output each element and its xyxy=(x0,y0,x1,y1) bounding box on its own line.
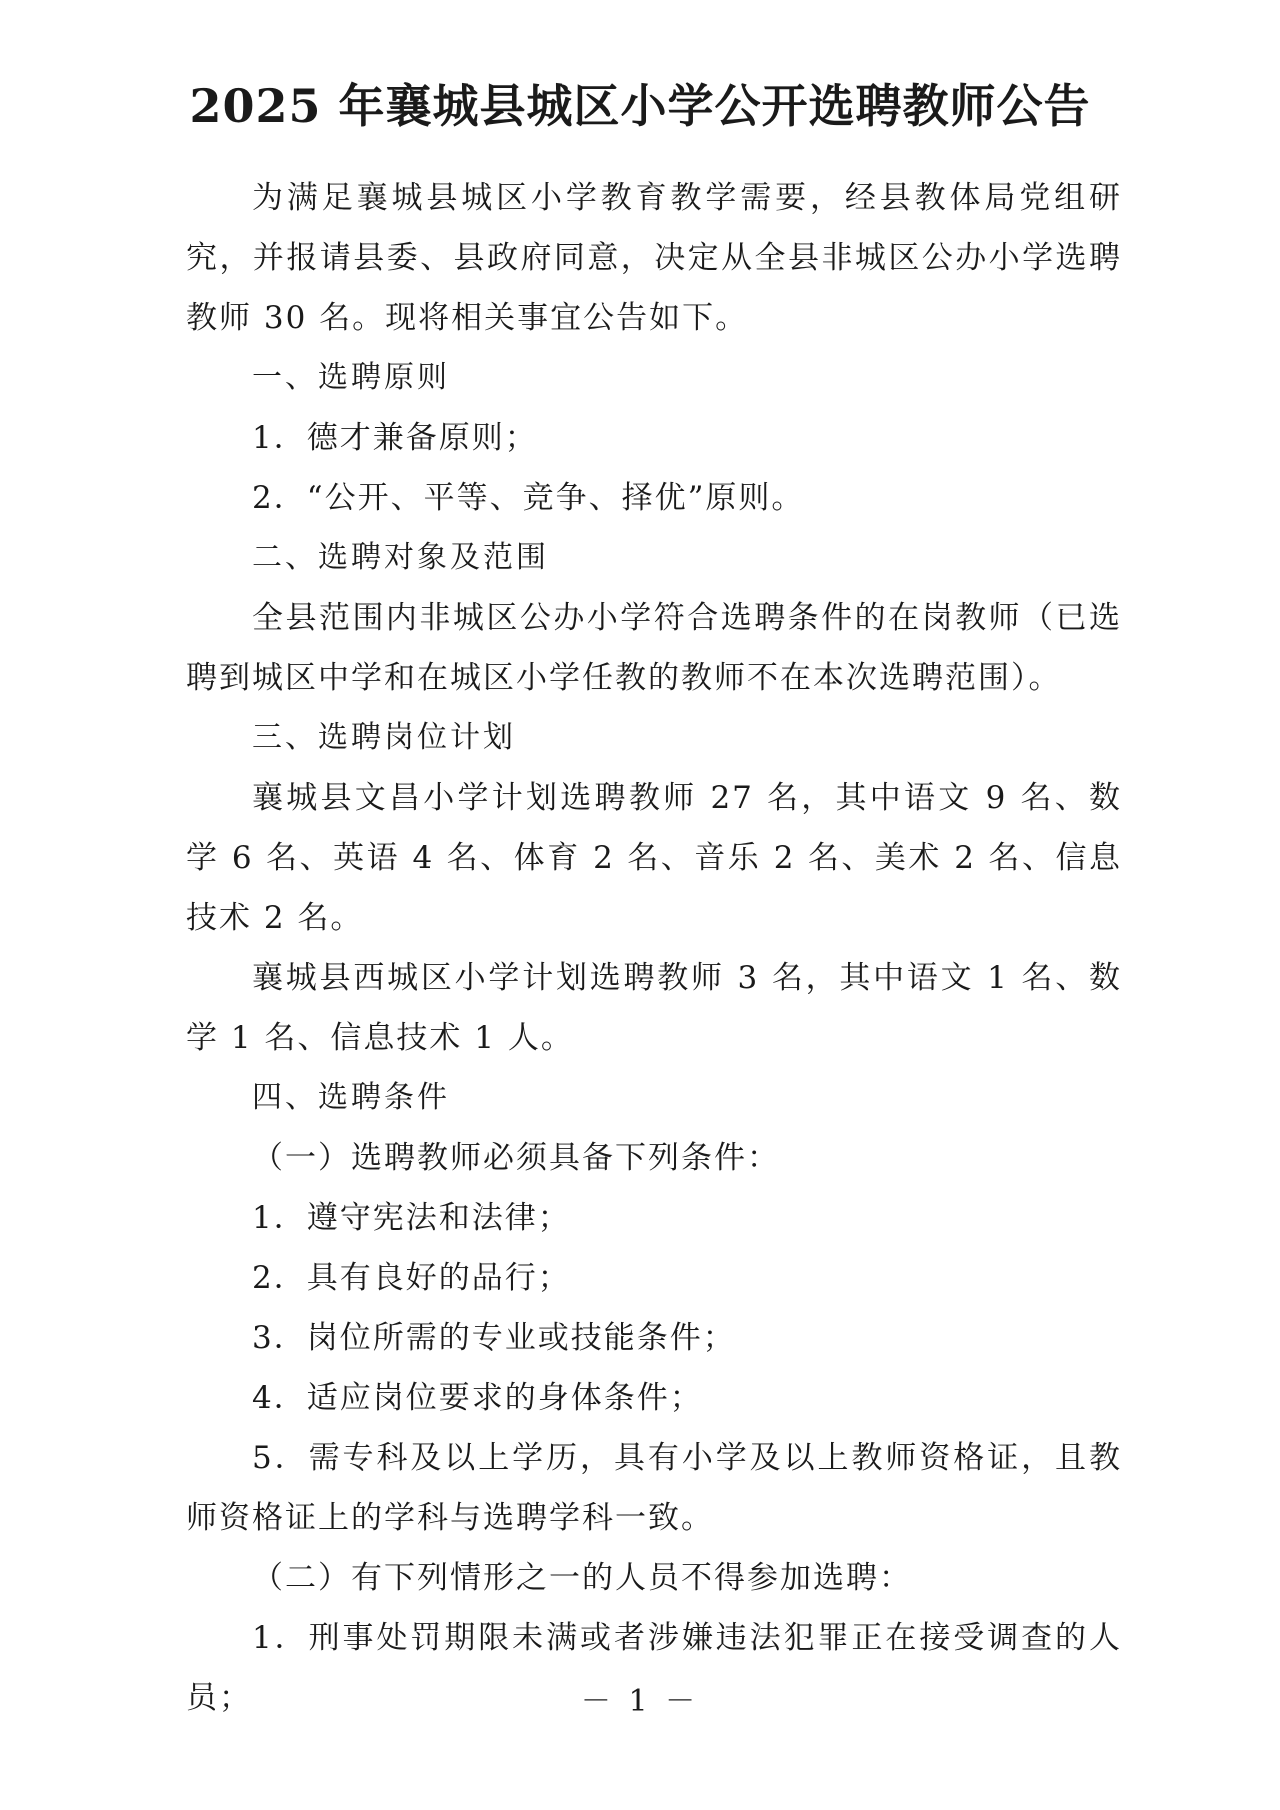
plan-paragraph-xichengqu: 襄城县西城区小学计划选聘教师 3 名，其中语文 1 名、数学 1 名、信息技术 1 人。 xyxy=(186,960,1122,1056)
list-item: 1．刑事处罚期限未满或者涉嫌违法犯罪正在接受调查的人员； xyxy=(186,1620,1122,1716)
section-heading-scope: 二、选聘对象及范围 xyxy=(252,540,549,575)
subsection-heading-requirements: （一）选聘教师必须具备下列条件： xyxy=(252,1140,780,1176)
page-number: － 1 － xyxy=(580,1684,700,1719)
section-heading-principles: 一、选聘原则 xyxy=(252,360,450,395)
list-item: 2．具有良好的品行； xyxy=(252,1260,571,1296)
scope-paragraph: 全县范围内非城区公办小学符合选聘条件的在岗教师（已选聘到城区中学和在城区小学任教的教师不在本次选聘范围）。 xyxy=(186,600,1122,696)
list-item: 5．需专科及以上学历，具有小学及以上教师资格证，且教师资格证上的学科与选聘学科一致。 xyxy=(186,1440,1122,1536)
document-body xyxy=(186,168,1122,1728)
subsection-heading-exclusions: （二）有下列情形之一的人员不得参加选聘： xyxy=(252,1560,912,1596)
list-item: 3．岗位所需的专业或技能条件； xyxy=(252,1320,736,1356)
plan-paragraph-wenchang: 襄城县文昌小学计划选聘教师 27 名，其中语文 9 名、数学 6 名、英语 4 名、体育 2 名、音乐 2 名、美术 2 名、信息技术 2 名。 xyxy=(186,780,1122,936)
list-item: 2．“公开、平等、竞争、择优”原则。 xyxy=(252,480,805,516)
list-item: 4．适应岗位要求的身体条件； xyxy=(252,1380,703,1416)
section-heading-plan: 三、选聘岗位计划 xyxy=(252,720,516,755)
list-item: 1．遵守宪法和法律； xyxy=(252,1200,571,1236)
intro-paragraph: 为满足襄城县城区小学教育教学需要，经县教体局党组研究，并报请县委、县政府同意，决定从全县非城区公办小学选聘教师 30 名。现将相关事宜公告如下。 xyxy=(186,180,1122,336)
section-heading-conditions: 四、选聘条件 xyxy=(252,1080,450,1115)
list-item: 1．德才兼备原则； xyxy=(252,420,538,456)
document-title: 2025 年襄城县城区小学公开选聘教师公告 xyxy=(189,79,1091,133)
